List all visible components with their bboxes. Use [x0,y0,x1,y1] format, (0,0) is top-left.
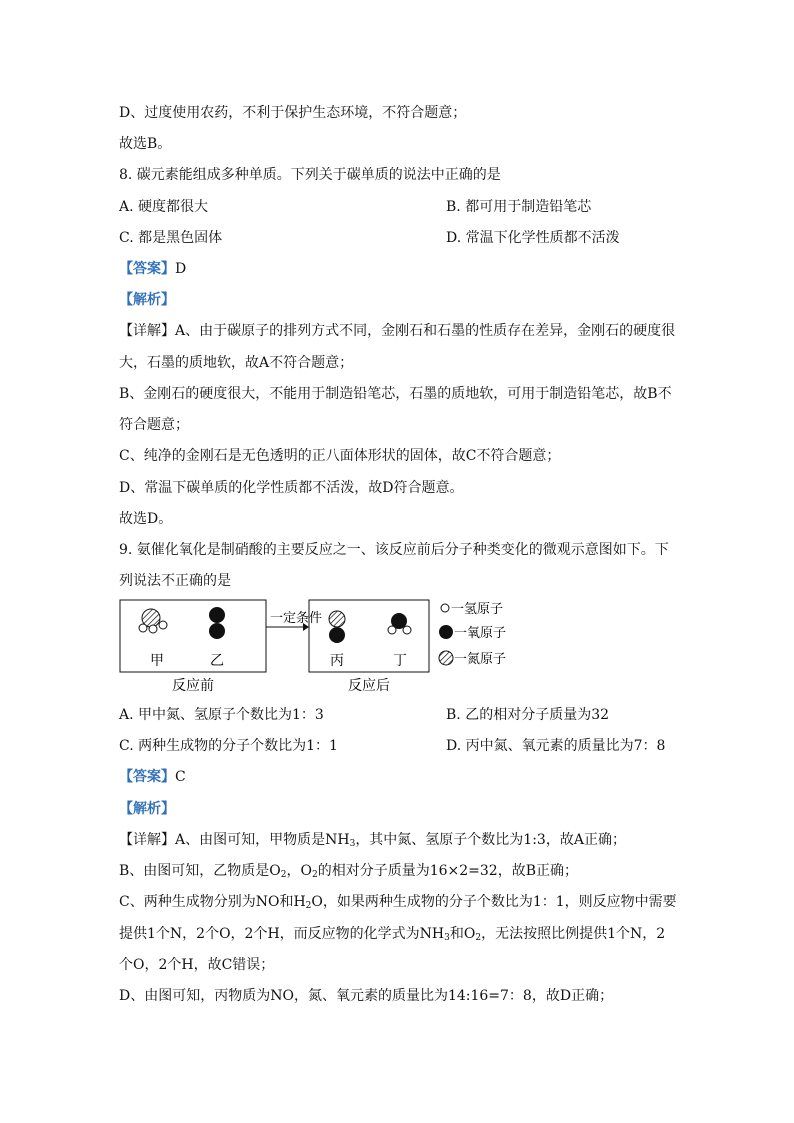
answer-value: D [175,261,187,277]
q9-answer [119,767,186,787]
ammonia-molecule [139,609,167,633]
q8-option-a: A. 硬度都很大 [119,199,209,215]
q8-detail-line-5: C、纯净的金刚石是无色透明的正八面体形状的固体，故C不符合题意； [119,448,561,464]
q9-detail-c-line-3: 个O，2个H，故C错误； [119,957,275,973]
q8-detail-line-4: 符合题意； [119,417,189,433]
q8-detail-line-3: B、金刚石的硬度很大，不能用于制造铅笔芯，石墨的质地软，可用于制造铅笔芯，故B不 [119,386,672,402]
q8-option-d: D. 常温下化学性质都不活泼 [446,230,620,246]
condition-label: 一定条件 [270,611,323,626]
q9-option-d: D. 丙中氮、氧元素的质量比为7：8 [446,738,666,754]
oxygen-atom-icon [439,625,453,639]
water-molecule [388,613,411,634]
legend-nitrogen: 一氮原子 [454,652,507,667]
q8-answer [119,259,186,279]
before-label: 反应前 [172,678,214,694]
q9-analysis-tag: 【解析】 [119,801,175,817]
q8-stem: 8. 碳元素能组成多种单质。下列关于碳单质的说法中正确的是 [119,167,501,183]
q8-detail-line-1: 【详解】A、由于碳原子的排列方式不同，金刚石和石墨的性质存在差异，金刚石的硬度很 [119,323,676,339]
label-jia: 甲 [150,653,164,669]
q8-analysis-tag: 【解析】 [119,292,175,308]
q9-stem-line-1: 9. 氨催化氧化是制硝酸的主要反应之一、该反应前后分子种类变化的微观示意图如下。下 [119,542,669,558]
q7-option-d-explanation: D、过度使用农药，不利于保护生态环境，不符合题意； [119,105,467,121]
reaction-diagram [119,597,559,695]
answer-tag: 【答案】 [119,261,175,277]
nitric-oxide-molecule [329,611,345,643]
q9-option-b: B. 乙的相对分子质量为32 [446,707,610,723]
q9-detail-a: 【详解】A、由图可知，甲物质是$NH_3$，其中氮、氢原子个数比为1:3，故A正确； [119,832,626,849]
answer-value: C [175,769,186,785]
q8-detail-line-7: 故选D。 [119,511,173,527]
detail-tag: 【详解】 [119,323,175,339]
legend [439,602,506,667]
legend-hydrogen: 一氢原子 [451,602,504,617]
q9-option-c: C. 两种生成物的分子个数比为1：1 [119,738,338,754]
after-label: 反应后 [348,678,390,694]
hydrogen-atom-icon [441,604,449,612]
label-yi: 乙 [210,653,224,669]
q8-option-b: B. 都可用于制造铅笔芯 [446,199,592,215]
q9-detail-d: D、由图可知，丙物质为NO，氮、氧元素的质量比为14:16=7：8，故D正确； [119,988,614,1004]
detail-tag: 【详解】 [119,832,175,848]
q8-option-c: C. 都是黑色固体 [119,230,223,246]
label-ding: 丁 [393,653,407,669]
q9-detail-c-line-1: C、两种生成物分别为NO和$H_2O$，如果两种生成物的分子个数比为1：1，则反应物中需要 [119,894,677,911]
nitrogen-atom-icon [439,651,453,665]
q8-detail-line-2: 大，石墨的质地软，故A不符合题意； [119,355,354,371]
q9-detail-c-line-2: 提供1个N，2个O，2个H，而反应物的化学式为$NH_3$和$O_2$，无法按照比例提供1个N，2 [119,926,666,943]
answer-tag: 【答案】 [119,769,175,785]
before-box [120,600,266,672]
q9-stem-line-2: 列说法不正确的是 [119,573,231,589]
q8-detail-line-6: D、常温下碳单质的化学性质都不活泼，故D符合题意。 [119,480,464,496]
oxygen-molecule [209,607,225,639]
q9-option-a: A. 甲中氮、氢原子个数比为1：3 [119,707,324,723]
legend-oxygen: 一氧原子 [454,626,507,641]
label-bing: 丙 [330,653,344,669]
after-box [309,600,429,672]
q7-conclusion: 故选B。 [119,136,172,152]
q9-detail-b: B、由图可知，乙物质是$O_2$，$O_2$的相对分子质量为16×2=32，故B正确； [119,863,579,880]
